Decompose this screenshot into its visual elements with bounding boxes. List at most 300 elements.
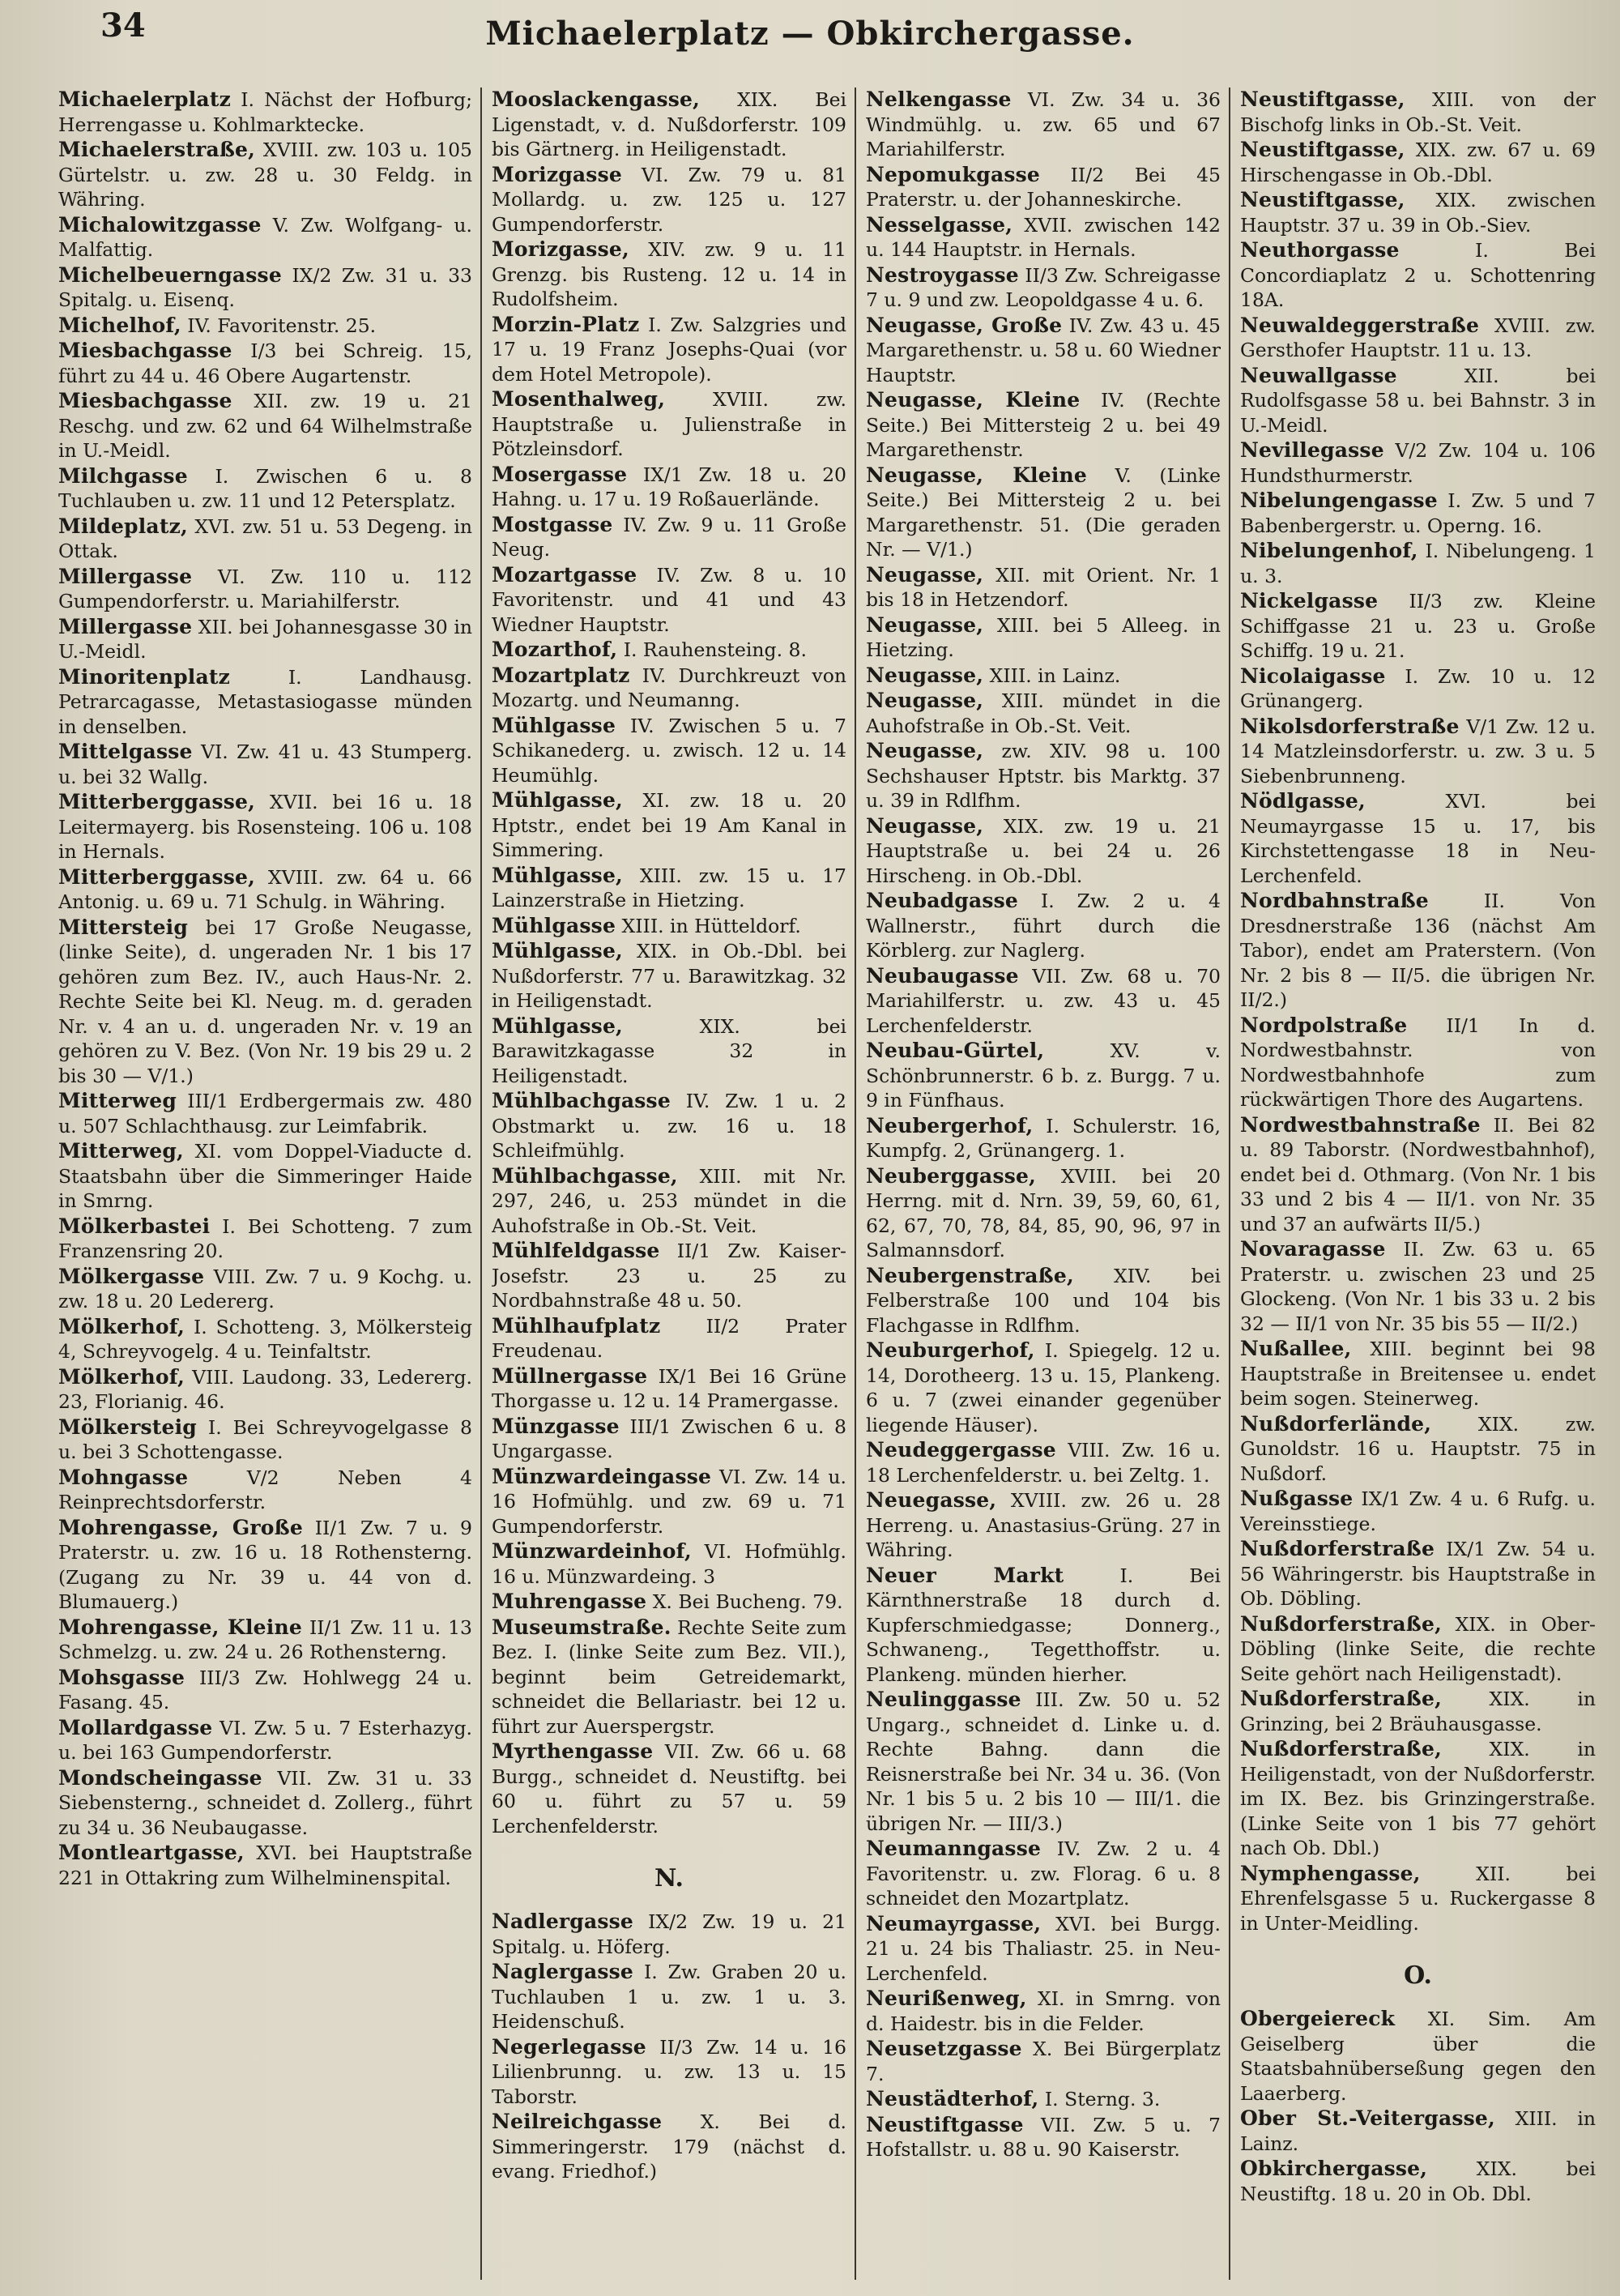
street-name: Münzgasse <box>492 1414 620 1438</box>
street-description: III. Zw. 50 u. 52 Ungarg., schneidet d. Linke u. d. Rechte Bahng. dann die Reisnerstraße bei Nr. 34 u. 36. (Von Nr. 1 bis 5 u. 2 bis 10 — III/1. die übrigen Nr. — III/3.) <box>866 1688 1221 1835</box>
street-entry <box>866 664 1221 689</box>
street-entry <box>866 2087 1221 2112</box>
street-entry <box>58 138 472 212</box>
street-description: XII. bei Rudolfsgasse 58 u. bei Bahnstr. 3 in U.-Meidl. <box>1240 364 1596 437</box>
street-description: XIII. von der Bischofg links in Ob.-St. Veit. <box>1240 88 1596 136</box>
street-description: I. Zw. 2 u. 4 Wallnerstr., führt durch die Körblerg. zur Naglerg. <box>866 890 1221 962</box>
street-name: Neuwaldeggerstraße <box>1240 313 1480 337</box>
street-name: Mollardgasse <box>58 1715 213 1739</box>
street-entry <box>1240 364 1596 438</box>
street-name: Mohsgasse <box>58 1665 185 1689</box>
street-entry <box>1240 2007 1596 2106</box>
street-name: Neugasse, <box>866 612 984 637</box>
street-description: IV. Zw. 43 u. 45 Margarethenstr. u. 58 u. 60 Wiedner Hauptstr. <box>866 314 1221 386</box>
street-entry <box>1240 789 1596 888</box>
street-name: Obergeiereck <box>1240 2007 1396 2030</box>
street-name: Neustiftgasse, <box>1240 138 1405 161</box>
street-name: Mittersteig <box>58 915 189 939</box>
street-entry <box>492 1739 846 1838</box>
street-name: Morizgasse <box>492 162 622 186</box>
street-entry <box>866 2037 1221 2086</box>
street-description: IV. Favoritenstr. 25. <box>181 314 377 337</box>
street-description: XVII. bei 16 u. 18 Leitermayerg. bis Rosensteing. 106 u. 108 in Hernals. <box>58 791 472 863</box>
street-name: Neuer Markt <box>866 1563 1064 1587</box>
street-entry <box>492 313 846 387</box>
street-entry <box>492 237 846 312</box>
street-description: VII. Zw. 66 u. 68 Burgg., schneidet d. Neustiftg. bei 60 u. führt zu 57 u. 59 Lerchenfelderstr. <box>492 1740 846 1837</box>
street-entry <box>1240 188 1596 237</box>
street-name: Nibelungenhof, <box>1240 539 1418 562</box>
street-entry <box>58 314 472 339</box>
street-entry <box>866 814 1221 889</box>
street-description: XIX. in Heiligenstadt, von der Nußdorferstr. im IX. Bez. bis Grinzingerstraße. (Linke Seite von 1 bis 77 gehört nach Ob. Dbl.) <box>1240 1738 1596 1859</box>
street-description: II/3 zw. Kleine Schiffgasse 21 u. 23 u. Große Schiffg. 19 u. 21. <box>1240 590 1596 662</box>
street-entry <box>866 563 1221 612</box>
street-entry <box>58 1365 472 1415</box>
street-description: XIX. bei Neustiftg. 18 u. 20 in Ob. Dbl. <box>1240 2157 1596 2205</box>
street-entry <box>58 464 472 514</box>
street-name: Mosenthalweg, <box>492 387 666 411</box>
street-name: Neubaugasse <box>866 963 1019 988</box>
street-name: Neusetzgasse <box>866 2037 1022 2060</box>
street-name: Nestroygasse <box>866 262 1019 287</box>
street-name: Münzwardeinhof, <box>492 1539 692 1563</box>
street-name: Obkirchergasse, <box>1240 2157 1428 2180</box>
street-name: Nußallee, <box>1240 1337 1352 1360</box>
street-entry <box>58 1315 472 1364</box>
street-name: Mozarthof, <box>492 638 618 661</box>
street-entry <box>492 1615 846 1739</box>
page-header <box>16 0 1604 91</box>
street-entry <box>866 964 1221 1039</box>
street-name: Michalowitzgasse <box>58 212 262 237</box>
street-name: Mühlgasse, <box>492 1014 623 1038</box>
street-name: Mohrengasse, Kleine <box>58 1615 302 1639</box>
street-description: I. Sterng. 3. <box>1038 2088 1161 2110</box>
street-entry <box>58 740 472 789</box>
street-entry <box>866 1837 1221 1911</box>
street-description: III/1 Zwischen 6 u. 8 Ungargasse. <box>492 1415 846 1462</box>
street-name: Nepomukgasse <box>866 162 1040 186</box>
street-entry <box>1240 87 1596 137</box>
street-name: Nevillegasse <box>1240 438 1384 462</box>
street-description: VIII. Zw. 16 u. 18 Lerchenfelderstr. u. bei Zeltg. 1. <box>866 1439 1221 1487</box>
street-description: XIII. beginnt bei 98 Hauptstraße in Breitensee u. endet beim sogen. Steinerweg. <box>1240 1338 1596 1410</box>
street-description: XIX. in Ob.-Dbl. bei Nußdorferstr. 77 u. Barawitzkag. 32 in Heiligenstadt. <box>492 940 846 1012</box>
street-description: X. Bei Bürgerplatz 7. <box>866 2038 1221 2085</box>
street-description: IX/1 Zw. 4 u. 6 Rufg. u. Vereinsstiege. <box>1240 1487 1596 1535</box>
street-entry <box>866 1438 1221 1487</box>
street-description: IV. Durchkreuzt von Mozartg. und Neumanng. <box>492 664 846 711</box>
street-description: IV. Zw. 1 u. 2 Obstmarkt u. zw. 16 u. 18 Schleifmühlg. <box>492 1090 846 1162</box>
street-description: XIX. zw. 67 u. 69 Hirschengasse in Ob.-Dbl. <box>1240 139 1596 186</box>
street-description: II. Bei 82 u. 89 Taborstr. (Nordwestbahnhof), endet bei d. Othmarg. (Von Nr. 1 bis 33 und 2 bis 4 — II/1. von Nr. 35 und 37 an aufwärts II/5.) <box>1240 1113 1596 1235</box>
street-name: Mosergasse <box>492 462 628 486</box>
street-name: Mühlgasse <box>492 713 616 737</box>
street-name: Neustiftgasse <box>866 2112 1024 2136</box>
street-description: III/1 Erdbergermais zw. 480 u. 507 Schlachthausg. zur Leimfabrik. <box>58 1090 472 1137</box>
street-entry <box>1240 589 1596 664</box>
street-name: Neuthorgasse <box>1240 238 1400 262</box>
street-name: Negerlegasse <box>492 2034 646 2059</box>
street-description: XI. zw. 18 u. 20 Hptstr., endet bei 19 Am Kanal in Simmering. <box>492 789 846 861</box>
street-description: I. Bei Schotteng. 7 zum Franzensring 20. <box>58 1214 472 1262</box>
street-description: IX/2 Zw. 31 u. 33 Spitalg. u. Eisenq. <box>58 263 472 311</box>
street-entry <box>866 1338 1221 1437</box>
street-name: Mohrengasse, Große <box>58 1515 303 1539</box>
street-name: Neugasse, <box>866 689 984 712</box>
street-description: II. Von Dresdnerstraße 136 (nächst Am Tabor), endet am Praterstern. (Von Nr. 2 bis 8 — II/5. die übrigen Nr. II/2.) <box>1240 890 1596 1011</box>
street-description: I. Bei Concordiaplatz 2 u. Schottenring 18A. <box>1240 239 1596 311</box>
street-entry <box>1240 1014 1596 1112</box>
street-entry <box>492 1910 846 1959</box>
street-description: II/2 Bei 45 Praterstr. u. der Johanneskirche. <box>866 163 1221 211</box>
street-description: XVIII. bei 20 Herrng. mit d. Nrn. 39, 59, 60, 61, 62, 67, 70, 78, 84, 85, 90, 96, 97 in Salmannsdorf. <box>866 1164 1221 1261</box>
street-description: II/3 Zw. 14 u. 16 Lilienbrunng. u. zw. 13 u. 15 Taborstr. <box>492 2035 846 2108</box>
street-name: Neuburgerhof, <box>866 1338 1035 1362</box>
street-name: Neustiftgasse, <box>1240 87 1405 111</box>
street-entry <box>58 865 472 915</box>
street-entry <box>58 389 472 463</box>
street-entry <box>866 1039 1221 1113</box>
street-description: I. Nibelungeng. 1 u. 3. <box>1240 540 1596 587</box>
street-entry <box>492 1164 846 1239</box>
street-name: Nesselgasse, <box>866 212 1013 237</box>
street-description: XIII. in Lainz. <box>1240 2107 1596 2155</box>
street-entry <box>58 1516 472 1615</box>
street-description: II/1 In d. Nordwestbahnstr. von Nordwestbahnhofe zum rückwärtigen Thore des Augartens. <box>1240 1014 1596 1111</box>
street-entry <box>492 939 846 1014</box>
street-description: XI. vom Doppel-Viaducte d. Staatsbahn über die Simmeringer Haide in Smrng. <box>58 1140 472 1212</box>
street-name: Neugasse, <box>866 663 984 687</box>
street-description: VIII. Laudong. 33, Ledererg. 23, Florianig. 46. <box>58 1365 472 1413</box>
street-description: VI. Hofmühlg. 16 u. Münzwardeing. 3 <box>492 1540 846 1588</box>
street-description: I. Landhausg. Petrarcagasse, Metastasiogasse münden in denselben. <box>58 665 472 738</box>
columns <box>49 87 1604 2280</box>
street-description: X. Bei d. Simmeringerstr. 179 (nächst d. evang. Friedhof.) <box>492 2110 846 2183</box>
street-entry <box>866 1164 1221 1263</box>
street-entry <box>58 790 472 864</box>
street-name: Mühlgasse, <box>492 863 623 887</box>
street-entry <box>58 1139 472 1214</box>
street-entry <box>58 213 472 262</box>
street-description: XII. zw. 19 u. 21 Reschg. und zw. 62 und 64 Wilhelmstraße in U.-Meidl. <box>58 390 472 462</box>
street-description: XIII. in Lainz. <box>983 664 1121 687</box>
street-name: Neugasse, <box>866 739 984 762</box>
street-entry <box>58 665 472 740</box>
street-name: Mittelgasse <box>58 740 193 763</box>
street-description: XIX. in Ober-Döbling (linke Seite, die rechte Seite gehört nach Heiligenstadt). <box>1240 1612 1596 1685</box>
street-name: Myrthengasse <box>492 1739 654 1763</box>
section-letter-heading: N. <box>654 1864 684 1893</box>
street-name: Nadlergasse <box>492 1910 634 1933</box>
street-description: zw. XIV. 98 u. 100 Sechshauser Hptstr. bis Marktg. 37 u. 39 in Rdlfhm. <box>866 740 1221 812</box>
street-name: Nordbahnstraße <box>1240 889 1429 912</box>
street-description: II/2 Prater Freudenau. <box>492 1314 846 1362</box>
street-description: IV. Zw. 8 u. 10 Favoritenstr. und 41 und 43 Wiedner Hauptstr. <box>492 563 846 636</box>
street-description: II/3 Zw. Schreigasse 7 u. 9 und zw. Leopoldgasse 4 u. 6. <box>866 263 1221 311</box>
street-entry <box>1240 138 1596 187</box>
page-number: 34 <box>100 6 146 45</box>
street-entry <box>492 1014 846 1089</box>
street-name: Mühlgasse <box>492 913 616 937</box>
street-entry <box>492 1465 846 1539</box>
street-description: XIX. Bei Ligenstadt, v. d. Nußdorferstr. 109 bis Gärtnerg. in Heiligenstadt. <box>492 88 846 160</box>
street-name: Mölkerhof, <box>58 1364 185 1389</box>
street-description: V/2 Zw. 104 u. 106 Hundsthurmerstr. <box>1240 439 1596 487</box>
street-name: Novaragasse <box>1240 1237 1386 1261</box>
street-entry <box>866 689 1221 738</box>
street-name: Mühlgasse, <box>492 939 623 962</box>
street-description: XV. v. Schönbrunnerstr. 6 b. z. Burgg. 7 u. 9 in Fünfhaus. <box>866 1039 1221 1112</box>
street-description: XII. bei Johannesgasse 30 in U.-Meidl. <box>58 615 472 663</box>
street-name: Neugasse, Große <box>866 313 1063 337</box>
street-name: Nußdorferlände, <box>1240 1411 1432 1436</box>
street-description: VII. Zw. 31 u. 33 Siebensterng., schneidet d. Zollerg., führt zu 34 u. 36 Neubaugasse. <box>58 1766 472 1839</box>
street-name: Neumayrgasse, <box>866 1911 1042 1935</box>
street-name: Mildeplatz, <box>58 514 188 538</box>
street-name: Mozartgasse <box>492 562 637 587</box>
street-entry <box>492 513 846 562</box>
street-name: Neumanngasse <box>866 1837 1042 1860</box>
street-entry <box>1240 715 1596 789</box>
section-letter-heading: O. <box>1404 1961 1432 1990</box>
street-entry <box>492 1364 846 1414</box>
street-entry <box>866 1264 1221 1338</box>
street-description: VII. Zw. 5 u. 7 Hofstallstr. u. 88 u. 90 Kaiserstr. <box>866 2113 1221 2161</box>
street-entry <box>1240 1113 1596 1237</box>
street-name: Mozartplatz <box>492 663 630 687</box>
street-description: II/1 Zw. 11 u. 13 Schmelzg. u. zw. 24 u. 26 Rothensterng. <box>58 1615 472 1663</box>
street-name: Nußdorferstraße, <box>1240 1737 1442 1760</box>
street-description: II/1 Zw. 7 u. 9 Praterstr. u. zw. 16 u. 18 Rothensterng. (Zugang zu Nr. 39 u. 44 von d. Blumauerg.) <box>58 1516 472 1613</box>
street-name: Nußdorferstraße <box>1240 1537 1435 1560</box>
street-entry <box>492 1960 846 2034</box>
street-name: Neugasse, Kleine <box>866 388 1081 412</box>
street-entry <box>492 463 846 512</box>
street-name: Neustädterhof, <box>866 2087 1039 2110</box>
street-name: Mölkergasse <box>58 1264 205 1288</box>
street-description: IX/1 Bei 16 Grüne Thorgasse u. 12 u. 14 Pramergasse. <box>492 1364 846 1412</box>
street-description: VI. Zw. 5 u. 7 Esterhazyg. u. bei 163 Gumpendorferstr. <box>58 1716 472 1764</box>
street-description: III/3 Zw. Hohlwegg 24 u. Fasang. 45. <box>58 1666 472 1713</box>
street-description: XIII. bei 5 Alleeg. in Hietzing. <box>866 613 1221 661</box>
street-entry <box>866 2113 1221 2162</box>
street-entry <box>1240 314 1596 363</box>
column-3 <box>855 87 1229 2280</box>
street-description: XIII. mündet in die Auhofstraße in Ob.-St. Veit. <box>866 689 1221 737</box>
street-entry <box>58 615 472 664</box>
column-2 <box>480 87 855 2280</box>
street-entry <box>1240 2157 1596 2206</box>
street-description: IV. Zwischen 5 u. 7 Schikanederg. u. zwisch. 12 u. 14 Heumühlg. <box>492 714 846 787</box>
street-description: XIX. zw. 19 u. 21 Hauptstraße u. bei 24 u. 26 Hirscheng. in Ob.-Dbl. <box>866 814 1221 887</box>
street-entry <box>492 387 846 462</box>
street-description: I/3 bei Schreig. 15, führt zu 44 u. 46 Obere Augartenstr. <box>58 339 472 387</box>
street-description: V/2 Neben 4 Reinprechtsdorferstr. <box>58 1466 472 1513</box>
street-name: Minoritenplatz <box>58 664 231 689</box>
street-entry <box>492 1314 846 1364</box>
street-description: VI. Zw. 41 u. 43 Stumperg. u. bei 32 Wallg. <box>58 740 472 788</box>
street-description: XIX. zw. Gunoldstr. 16 u. Hauptstr. 75 in Nußdorf. <box>1240 1412 1596 1485</box>
street-name: Mitterberggasse, <box>58 790 256 813</box>
street-entry <box>492 1590 846 1615</box>
street-name: Mölkerbastei <box>58 1214 211 1238</box>
street-entry <box>58 1615 472 1665</box>
street-description: XIX. bei Barawitzkagasse 32 in Heiligenstadt. <box>492 1014 846 1087</box>
street-name: Michelbeuerngasse <box>58 262 282 287</box>
street-entry <box>58 1766 472 1841</box>
street-description: V. Zw. Wolfgang- u. Malfattig. <box>58 213 472 261</box>
running-head: Michaelerplatz — Obkirchergasse. <box>485 15 1135 53</box>
street-entry <box>1240 664 1596 714</box>
street-description: IV. Zw. 2 u. 4 Favoritenstr. u. zw. Florag. 6 u. 8 schneidet den Mozartplatz. <box>866 1837 1221 1910</box>
street-description: IX/2 Zw. 19 u. 21 Spitalg. u. Höferg. <box>492 1910 846 1958</box>
street-description: XVIII. zw. Gersthofer Hauptstr. 11 u. 13. <box>1240 314 1596 361</box>
street-entry <box>1240 1537 1596 1611</box>
street-name: Neurißenweg, <box>866 1987 1027 2010</box>
street-entry <box>1240 489 1596 538</box>
street-description: I. Bei Kärnthnerstraße 18 durch d. Kupferschmiedgasse; Donnerg., Schwaneng., Tegetthoffstr. u. Plankeng. münden hierher. <box>866 1564 1221 1686</box>
street-name: Nymphengasse, <box>1240 1861 1421 1885</box>
street-description: XII. mit Orient. Nr. 1 bis 18 in Hetzendorf. <box>866 563 1221 611</box>
street-description: XI. in Smrng. von d. Haidestr. bis in die Felder. <box>866 1987 1221 2035</box>
street-name: Nickelgasse <box>1240 589 1379 612</box>
street-entry <box>1240 1412 1596 1487</box>
street-name: Morizgasse, <box>492 237 629 261</box>
street-name: Nelkengasse <box>866 87 1012 111</box>
street-description: X. Bei Bucheng. 79. <box>646 1590 843 1613</box>
street-entry <box>492 914 846 939</box>
street-entry <box>492 638 846 663</box>
street-name: Michelhof, <box>58 313 181 337</box>
street-entry <box>58 1666 472 1715</box>
street-name: Neuberggasse, <box>866 1163 1037 1188</box>
street-description: VI. Zw. 34 u. 36 Windmühlg. u. zw. 65 und 67 Mariahilferstr. <box>866 88 1221 160</box>
street-name: Münzwardeingasse <box>492 1464 712 1488</box>
street-name: Mondscheingasse <box>58 1765 262 1790</box>
street-name: Neilreichgasse <box>492 2110 663 2133</box>
street-name: Neuwallgasse <box>1240 363 1397 387</box>
street-name: Nordwestbahnstraße <box>1240 1112 1481 1137</box>
street-name: Neulinggasse <box>866 1688 1021 1711</box>
street-entry <box>1240 1337 1596 1411</box>
street-entry <box>866 1912 1221 1987</box>
street-description: I. Schotteng. 3, Mölkersteig 4, Schreyvogelg. 4 u. Teinfaltstr. <box>58 1315 472 1363</box>
street-description: XVIII. zw. 103 u. 105 Gürtelstr. u. zw. 28 u. 30 Feldg. in Währing. <box>58 139 472 211</box>
street-description: VI. Zw. 79 u. 81 Mollardg. u. zw. 125 u. 127 Gumpendorferstr. <box>492 163 846 236</box>
street-name: Morzin-Platz <box>492 312 640 336</box>
street-name: Nußdorferstraße, <box>1240 1611 1442 1636</box>
street-name: Nußdorferstraße, <box>1240 1687 1442 1710</box>
street-name: Neugasse, Kleine <box>866 463 1088 487</box>
street-name: Mitterweg, <box>58 1139 184 1163</box>
street-description: XIII. mit Nr. 297, 246, u. 253 mündet in die Auhofstraße in Ob.-St. Veit. <box>492 1164 846 1237</box>
street-description: IX/1 Zw. 54 u. 56 Währingerstr. bis Hauptstraße in Ob. Döbling. <box>1240 1538 1596 1610</box>
street-name: Neugasse, <box>866 813 984 838</box>
street-entry <box>866 1987 1221 2036</box>
street-name: Montleartgasse, <box>58 1841 245 1864</box>
street-name: Neudeggergasse <box>866 1438 1056 1462</box>
street-name: Michaelerplatz <box>58 87 231 111</box>
street-description: I. Zw. Graben 20 u. Tuchlauben 1 u. zw. 1 u. 3. Heidenschuß. <box>492 1961 846 2033</box>
street-name: Muhrengasse <box>492 1590 647 1613</box>
street-name: Mühlbachgasse <box>492 1089 671 1112</box>
street-description: bei 17 Große Neugasse, (linke Seite), d. ungeraden Nr. 1 bis 17 gehören zum Bez. IV., auch Haus-Nr. 2. Rechte Seite bei Kl. Neug. m. d. geraden Nr. v. 4 an u. d. ungeraden Nr. v. 19 an gehören zu V. Bez. (Von Nr. 19 bis 29 u. 2 bis 30 — V/1.) <box>58 915 472 1087</box>
street-description: XVIII. zw. Hauptstraße u. Julienstraße in Pötzleinsdorf. <box>492 388 846 460</box>
street-name: Michaelerstraße, <box>58 138 256 161</box>
street-description: XIX. in Grinzing, bei 2 Bräuhausgasse. <box>1240 1688 1596 1735</box>
street-description: XVIII. zw. 64 u. 66 Antonig. u. 69 u. 71 Schulg. in Währing. <box>58 865 472 913</box>
street-name: Neugasse, <box>866 562 984 587</box>
street-name: Nibelungengasse <box>1240 489 1438 512</box>
street-entry <box>492 714 846 788</box>
street-entry <box>1240 889 1596 1013</box>
street-name: Museumstraße. <box>492 1615 671 1639</box>
street-entry <box>1240 238 1596 313</box>
street-entry <box>58 263 472 313</box>
street-description: VII. Zw. 68 u. 70 Mariahilferstr. u. zw. 43 u. 45 Lerchenfelderstr. <box>866 964 1221 1037</box>
street-description: XVII. zwischen 142 u. 144 Hauptstr. in Hernals. <box>866 213 1221 261</box>
street-description: I. Zw. 5 und 7 Babenbergerstr. u. Operng. 16. <box>1240 489 1596 537</box>
street-entry <box>866 463 1221 562</box>
street-description: V. (Linke Seite.) Bei Mittersteig 2 u. bei Margarethenstr. 51. (Die geraden Nr. — V/1.) <box>866 463 1221 561</box>
street-description: XIII. zw. 15 u. 17 Lainzerstraße in Hietzing. <box>492 864 846 911</box>
street-entry <box>492 2035 846 2110</box>
street-description: I. Nächst der Hofburg; Herrengasse u. Kohlmarktecke. <box>58 88 472 136</box>
street-description: IX/1 Zw. 18 u. 20 Hahng. u. 17 u. 19 Roßauerlände. <box>492 463 846 510</box>
street-entry <box>58 1716 472 1765</box>
street-entry <box>1240 1237 1596 1336</box>
street-name: Neubadgasse <box>866 889 1019 912</box>
street-name: Mölkerhof, <box>58 1314 185 1338</box>
street-description: XIV. bei Felberstraße 100 und 104 bis Flachgasse in Rdlfhm. <box>866 1264 1221 1337</box>
street-description: XIII. in Hütteldorf. <box>616 914 801 937</box>
street-entry <box>492 163 846 237</box>
street-entry <box>866 1688 1221 1836</box>
street-entry <box>492 1239 846 1313</box>
street-name: Neuegasse, <box>866 1488 997 1512</box>
street-name: Mühlhaufplatz <box>492 1313 661 1338</box>
street-name: Mühlfeldgasse <box>492 1239 660 1262</box>
street-name: Neubau-Gürtel, <box>866 1039 1045 1062</box>
street-description: XVI. bei Neumayrgasse 15 u. 17, bis Kirchstettengasse 18 in Neu-Lerchenfeld. <box>1240 790 1596 887</box>
street-description: Rechte Seite zum Bez. I. (linke Seite zum Bez. VII.), beginnt beim Getreidemarkt, schneidet die Bellariastr. bei 12 u. führt zur Auerspergstr. <box>492 1615 846 1738</box>
street-entry <box>866 263 1221 313</box>
street-description: XI. Sim. Am Geiselberg über die Staatsbahnüberseßung gegen den Laaerberg. <box>1240 2008 1596 2105</box>
street-entry <box>866 163 1221 212</box>
street-name: Neustiftgasse, <box>1240 188 1405 211</box>
street-entry <box>866 1114 1221 1163</box>
street-entry <box>1240 1487 1596 1536</box>
street-name: Miesbachgasse <box>58 389 232 412</box>
street-entry <box>492 788 846 863</box>
street-entry <box>1240 438 1596 488</box>
street-entry <box>866 613 1221 663</box>
street-description: VI. Zw. 110 u. 112 Gumpendorferstr. u. Mariahilferstr. <box>58 565 472 612</box>
street-entry <box>866 889 1221 963</box>
street-entry <box>492 864 846 913</box>
column-1 <box>49 87 480 2280</box>
street-description: I. Spiegelg. 12 u. 14, Dorotheerg. 13 u. 15, Plankeng. 6 u. 7 (zwei einander gegenüber liegende Häuser). <box>866 1339 1221 1436</box>
street-entry <box>58 1415 472 1465</box>
street-description: XIX. zwischen Hauptstr. 37 u. 39 in Ob.-Siev. <box>1240 189 1596 237</box>
street-name: Neubergerhof, <box>866 1113 1034 1137</box>
street-name: Millergasse <box>58 564 193 588</box>
street-description: VI. Zw. 14 u. 16 Hofmühlg. und zw. 69 u. 71 Gumpendorferstr. <box>492 1465 846 1538</box>
street-entry <box>58 1265 472 1314</box>
street-entry <box>1240 1737 1596 1861</box>
